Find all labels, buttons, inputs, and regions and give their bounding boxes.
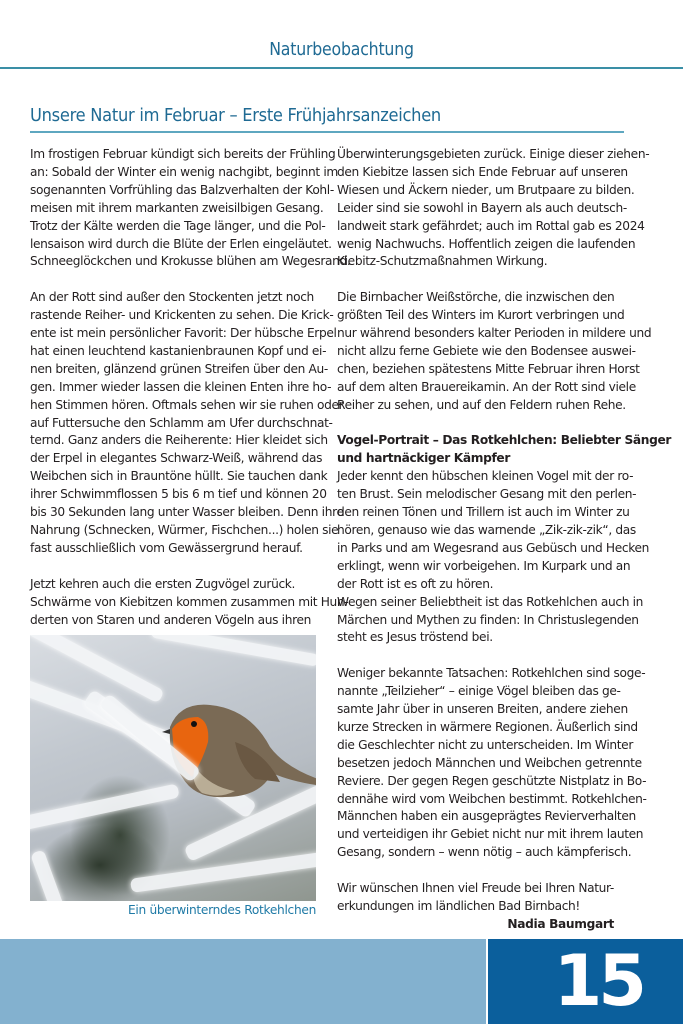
text-line: Wir wünschen Ihnen viel Freude bei Ihren Natur- [337,881,614,896]
article-title: Unsere Natur im Februar – Erste Frühjahrsanzeichen [30,106,441,126]
text-line: Gesang, sondern – wenn nötig – auch kämpferisch. [337,845,632,860]
text-line: in Parks und am Wegesrand aus Gebüsch und Hecken [337,540,649,555]
text-line: der Erpel in elegantes Schwarz-Weiß, während das [30,451,323,466]
text-line: gen. Immer wieder lassen die kleinen Enten ihre ho- [30,379,332,394]
text-line: auf dem alten Brauereikamin. An der Rott sind viele [337,379,636,394]
text-line: den reinen Tönen und Trillern ist auch im Winter zu [337,505,630,520]
text-line: wenig Nachwuchs. Hoffentlich zeigen die laufenden [337,236,636,251]
text-line: ten Brust. Sein melodischer Gesang mit den perlen- [337,487,637,502]
section-divider [0,67,683,69]
frost-branch [130,851,316,893]
text-line: auf Futtersuche den Schlamm am Ufer durchschnat- [30,415,333,430]
paragraph-gap [30,558,320,576]
text-line: besetzen jedoch Männchen und Weibchen getrennte [337,755,642,770]
paragraph-closing [337,880,627,916]
paragraph-gap [337,271,627,289]
text-line: erklingt, wenn wir vorbeigehen. Im Kurpark und an [337,558,631,573]
title-underline [30,131,624,133]
text-line: ente ist mein persönlicher Favorit: Der hübsche Erpel [30,326,337,341]
text-line: Nahrung (Schnecken, Würmer, Fischchen...) holen sie [30,523,339,538]
paragraph-migratory [30,576,349,630]
text-line: nicht allzu ferne Gebiete wie den Bodensee auswei- [337,343,636,358]
text-line: Weniger bekannte Tatsachen: Rotkehlchen sind soge- [337,666,646,681]
text-line: an: Sobald der Winter ein wenig nachgibt, beginnt im [30,164,338,179]
paragraph-gap [337,415,627,433]
subheading-robin-portrait [337,432,672,468]
page-number: 15 [553,940,643,1022]
paragraph-robin-facts [337,665,647,862]
text-line: Reiher zu sehen, und auf den Feldern ruhen Rehe. [337,397,626,412]
text-line: Die Birnbacher Weißstörche, die inzwischen den [337,290,615,305]
text-line: samte Jahr über in unseren Breiten, andere ziehen [337,702,628,717]
paragraph-lapwings [337,146,650,271]
text-line: hat einen leuchtend kastanienbraunen Kopf und ei- [30,343,327,358]
text-line: Wegen seiner Beliebtheit ist das Rotkehlchen auch in [337,594,644,609]
text-line: nur während besonders kalter Perioden in mildere und [337,326,652,341]
text-line: ternd. Ganz anders die Reiherente: Hier kleidet sich [30,433,328,448]
robin-photo [30,635,316,901]
text-line: hören, genauso wie das warnende „Zik-zik-zik“, das [337,523,636,537]
text-line: chen, beziehen spätestens Mitte Februar ihren Horst [337,361,640,376]
text-line: rastende Reiher- und Krickenten zu sehen. Die Krick- [30,308,334,323]
text-line: Trotz der Kälte werden die Tage länger, und die Pol- [30,218,326,233]
text-line: und verteidigen ihr Gebiet nicht nur mit ihrem lauten [337,827,644,842]
paragraph-ducks [30,289,344,558]
author-name: Nadia Baumgart [507,916,614,931]
paragraph-intro [30,146,351,271]
text-line: sogenannten Vorfrühling das Balzverhalten der Kohl- [30,182,334,197]
text-line: An der Rott sind außer den Stockenten jetzt noch [30,290,314,305]
subheading-line: und hartnäckiger Kämpfer [337,451,510,466]
text-line: kurze Strecken in wärmere Regionen. Äußerlich sind [337,719,638,734]
subheading-line: Vogel-Portrait – Das Rotkehlchen: Beliebter Sänger [337,433,672,448]
text-line: landweit stark gefährdet; auch im Rottal gab es 2024 [337,218,645,233]
text-line: die Geschlechter nicht zu unterscheiden. Im Winter [337,737,633,752]
text-line: hen Stimmen hören. Oftmals sehen wir sie ruhen oder [30,397,344,412]
page-number-box [486,939,683,1024]
section-header: Naturbeobachtung [269,40,414,60]
paragraph-robin-song [337,468,649,647]
text-line: den Kiebitze lassen sich Ende Februar auf unseren [337,164,628,179]
text-line: größten Teil des Winters im Kurort verbringen und [337,308,625,323]
text-line: meisen mit ihrem markanten zweisilbigen Gesang. [30,200,324,215]
text-line: steht es Jesus tröstend bei. [337,630,493,645]
text-line: bis 30 Sekunden lang unter Wasser bleiben. Denn ihre [30,505,344,520]
text-line: Reviere. Der gegen Regen geschützte Nistplatz in Bo- [337,773,647,788]
photo-caption: Ein überwinterndes Rotkehlchen [127,903,316,917]
paragraph-storks [337,289,652,414]
text-line: Jeder kennt den hübschen kleinen Vogel mit der ro- [337,469,634,484]
paragraph-gap [337,647,627,665]
frost-branch [30,849,64,901]
text-line: Wiesen und Äckern nieder, um Brutpaare zu bilden. [337,182,635,197]
text-line: der Rott ist es oft zu hören. [337,576,494,591]
text-line: derten von Staren und anderen Vögeln aus ihren [30,612,311,627]
paragraph-gap [337,862,627,880]
text-line: Schneeglöckchen und Krokusse blühen am Wegesrand. [30,254,351,269]
text-line: fast ausschließlich vom Gewässergrund herauf. [30,540,303,555]
text-line: dennähe wird vom Weibchen bestimmt. Rotkehlchen- [337,791,647,806]
frost-branch [150,635,316,667]
text-line: nannte „Teilzieher“ – einige Vögel bleiben das ge- [337,684,621,699]
text-line: nen breiten, glänzend grünen Streifen über den Au- [30,361,328,376]
text-line: Weibchen sich in Brauntöne hüllt. Sie tauchen dank [30,469,328,484]
text-line: Leider sind sie sowohl in Bayern als auch deutsch- [337,200,627,215]
text-line: Schwärme von Kiebitzen kommen zusammen mit Hun- [30,594,349,609]
text-line: Im frostigen Februar kündigt sich bereits der Frühling [30,147,336,161]
text-line: Männchen haben ein ausgeprägtes Revierverhalten [337,809,636,824]
text-line: erkundungen im ländlichen Bad Birnbach! [337,899,580,913]
right-column [337,146,672,934]
text-line: lensaison wird durch die Blüte der Erlen eingeläutet. [30,236,332,251]
text-line: Überwinterungsgebieten zurück. Einige dieser ziehen- [337,147,650,161]
text-line: Jetzt kehren auch die ersten Zugvögel zurück. [30,576,296,591]
text-line: ihrer Schwimmflossen 5 bis 6 m tief und können 20 [30,487,327,502]
paragraph-gap [30,271,320,289]
text-line: Märchen und Mythen zu finden: In Christuslegenden [337,612,639,627]
left-column [30,146,351,629]
text-line: Kiebitz-Schutzmaßnahmen Wirkung. [337,254,548,269]
